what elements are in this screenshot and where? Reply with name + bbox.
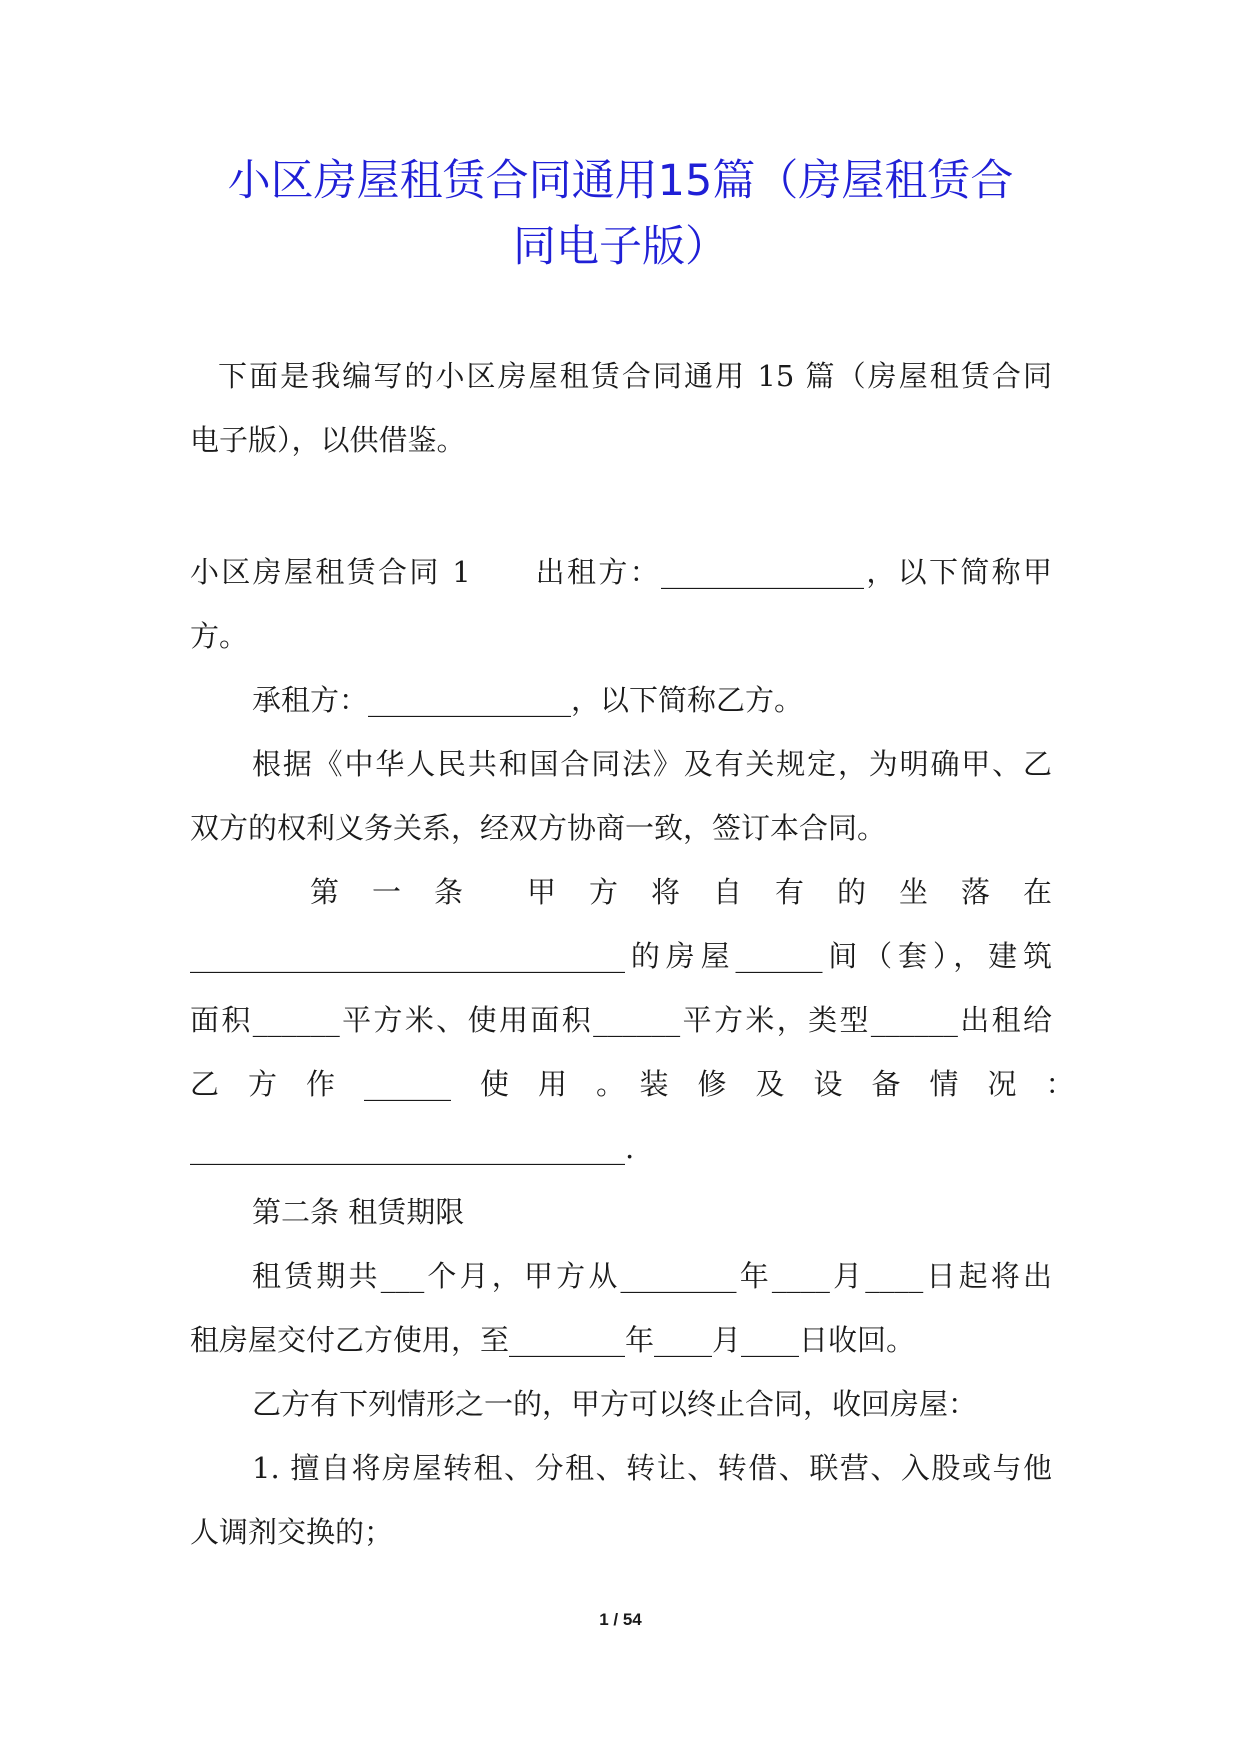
article-1-line-2: ______________________________的房屋______间（套），建筑 (190, 939, 1052, 973)
basis-line-2: 双方的权利义务关系，经双方协商一致，签订本合同。 (190, 811, 887, 845)
page-number: 1 / 54 (599, 1610, 642, 1629)
term-line-1: 租赁期共___个月，甲方从________年____月____日起将出 (252, 1259, 1052, 1293)
title-line-2: 同电子版） (513, 222, 728, 272)
term-line-2: 租房屋交付乙方使用，至________年____月____日收回。 (190, 1323, 916, 1357)
document-title (150, 148, 1091, 280)
article-1-line-5: ______________________________. (190, 1131, 635, 1165)
article-1-line-3: 面积______平方米、使用面积______平方米，类型______出租给 (190, 1003, 1052, 1037)
termination-intro: 乙方有下列情形之一的，甲方可以终止合同，收回房屋： (252, 1387, 978, 1421)
clause-1-line-2: 人调剂交换的； (190, 1515, 394, 1549)
article-1-line-4: 乙 方 作 ______ 使 用 。 装 修 及 设 备 情 况 ： (190, 1067, 1075, 1101)
lessor-line-end: 方。 (190, 619, 249, 653)
contract-heading-line: 小区房屋租赁合同 1 出租方：______________，以下简称甲 (190, 555, 1052, 589)
clause-1-line-1: 1. 擅自将房屋转租、分租、转让、转借、联营、入股或与他 (252, 1451, 1052, 1485)
title-line-1: 小区房屋租赁合同通用15篇（房屋租赁合 (227, 156, 1014, 206)
intro-line-2: 电子版），以供借鉴。 (190, 423, 466, 457)
lessee-line: 承租方：______________，以下简称乙方。 (252, 683, 804, 717)
article-2-heading: 第二条 租赁期限 (252, 1195, 465, 1229)
article-1-line-1: 第 一 条 甲 方 将 自 有 的 坐 落 在 (310, 875, 1052, 909)
basis-line-1: 根据《中华人民共和国合同法》及有关规定，为明确甲、乙 (252, 747, 1052, 781)
intro-line-1: 下面是我编写的小区房屋租赁合同通用 15 篇（房屋租赁合同 (218, 359, 1052, 393)
